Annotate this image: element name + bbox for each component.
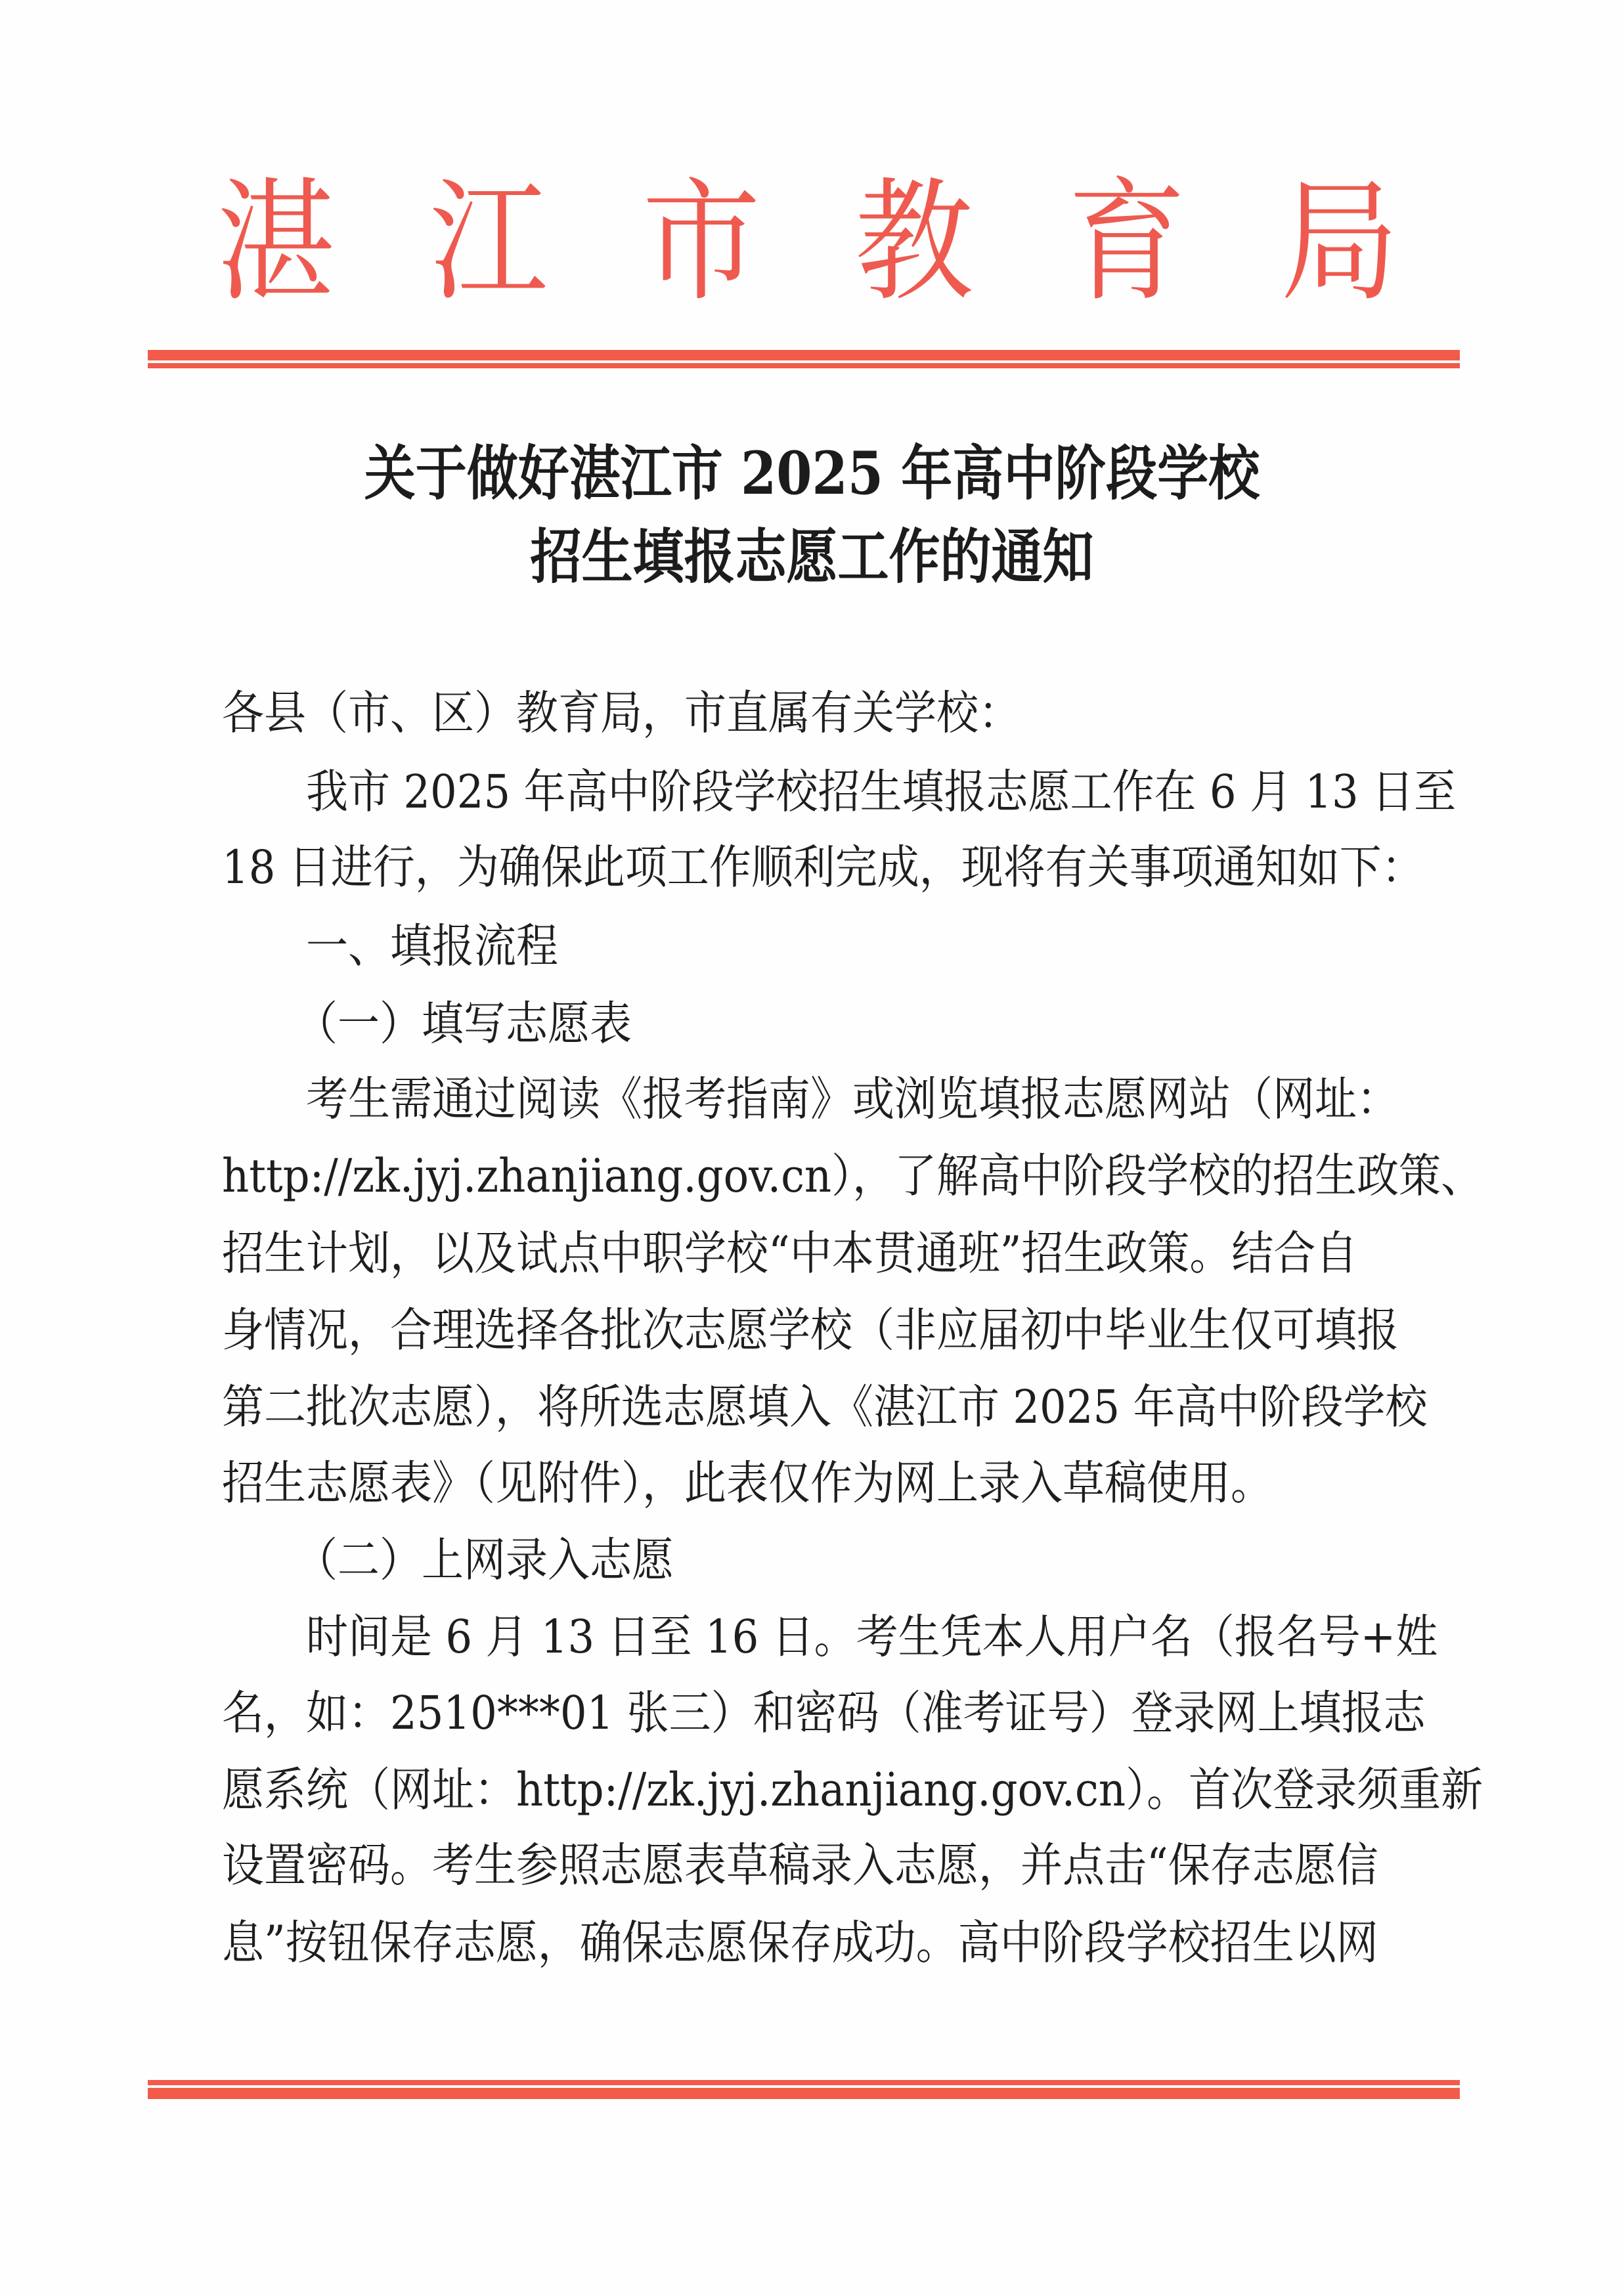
body-line: 名，如：2510***01 张三）和密码（准考证号）登录网上填报志 [222,1687,1426,1741]
issuer-char: 育 [1067,165,1186,320]
issuer-char: 江 [429,165,548,320]
header-rule-thick [148,350,1460,360]
document-title-line2: 招生填报志愿工作的通知 [530,523,1094,592]
header-rule-thin [148,363,1460,368]
letterhead-issuer [217,165,1399,320]
subsection-heading: （一）填写志愿表 [296,997,632,1051]
body-line-url: 愿系统（网址：http://zk.jyj.zhanjiang.gov.cn）。首次登录须重新 [222,1764,1483,1817]
subsection-heading: （二）上网录入志愿 [296,1534,674,1588]
body-line-url: http://zk.jyj.zhanjiang.gov.cn），了解高中阶段学校的招生政策、 [222,1150,1483,1203]
intro-paragraph-line: 我市 2025 年高中阶段学校招生填报志愿工作在 6 月 13 日至 [306,766,1457,819]
body-line: 时间是 6 月 13 日至 16 日。考生凭本人用户名（报名号+姓 [306,1611,1438,1664]
document-title-line1: 关于做好湛江市 2025 年高中阶段学校 [364,439,1260,508]
salutation: 各县（市、区）教育局，市直属有关学校： [222,687,1020,741]
issuer-char: 教 [854,165,973,320]
body-line: 考生需通过阅读《报考指南》或浏览填报志愿网站（网址： [306,1073,1399,1127]
body-line: 设置密码。考生参照志愿表草稿录入志愿，并点击“保存志愿信 [222,1839,1378,1893]
body-line: 招生计划，以及试点中职学校“中本贯通班”招生政策。结合自 [222,1227,1358,1281]
section-heading: 一、填报流程 [306,920,558,974]
issuer-char: 湛 [217,165,336,320]
issuer-char: 局 [1280,165,1399,320]
intro-paragraph-line: 18 日进行，为确保此项工作顺利完成，现将有关事项通知如下： [222,841,1424,895]
issuer-char: 市 [642,165,760,320]
body-line: 身情况，合理选择各批次志愿学校（非应届初中毕业生仅可填报 [222,1304,1399,1358]
body-line: 招生志愿表》（见附件），此表仅作为网上录入草稿使用。 [222,1457,1273,1511]
body-line: 第二批次志愿），将所选志愿填入《湛江市 2025 年高中阶段学校 [222,1381,1428,1435]
body-line: 息”按钮保存志愿，确保志愿保存成功。高中阶段学校招生以网 [222,1917,1378,1970]
footer-rule-thick [148,2088,1460,2099]
footer-rule-thin [148,2080,1460,2085]
